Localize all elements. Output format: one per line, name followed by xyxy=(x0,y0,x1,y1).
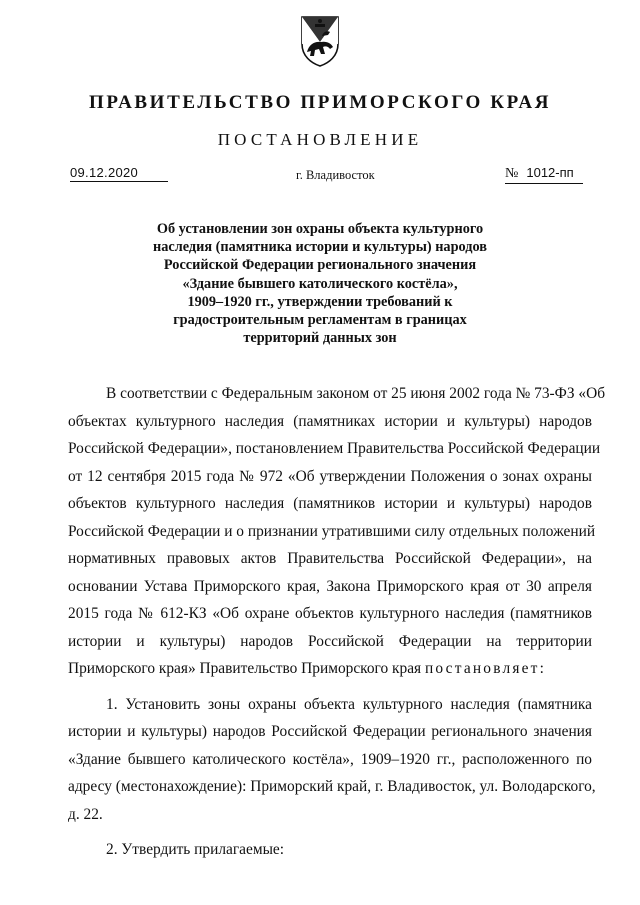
body-line: 2. Утвердить прилагаемые: xyxy=(106,841,285,858)
subject-line: 1909–1920 гг., утверждении требований к xyxy=(187,293,453,310)
subject-line: градостроительным регламентам в границах xyxy=(173,312,467,329)
body-line: от 12 сентября 2015 года № 972 «Об утверждении Положения о зонах охраны xyxy=(68,467,592,485)
body-line: Российской Федерации», постановлением Правительства Российской Федерации xyxy=(68,440,601,457)
body-line: истории и культуры) народов Российской Федерации на территории xyxy=(68,632,592,650)
body-line xyxy=(68,655,592,683)
body-line: 2015 года № 612-КЗ «Об охране объектов культурного наследия (памятников xyxy=(68,605,592,622)
coat-of-arms-icon xyxy=(299,14,341,68)
number-value: 1012-пп xyxy=(526,165,574,180)
body-line: Российской Федерации и о признании утратившими силу отдельных положений xyxy=(68,522,596,540)
body-line: основании Устава Приморского края, Закона Приморского края от 30 апреля xyxy=(68,577,592,595)
number-sign: № xyxy=(505,166,519,181)
subject-line: территорий данных зон xyxy=(243,330,397,347)
body-line: адресу (местонахождение): Приморский край, г. Владивосток, ул. Володарского, xyxy=(68,778,596,795)
document-date: 09.12.2020 xyxy=(70,165,168,182)
body-line: нормативных правовых актов Правительства Российской Федерации», на xyxy=(68,550,592,567)
document-subject xyxy=(130,220,510,347)
subject-line: «Здание бывшего католического костёла», xyxy=(182,275,458,292)
body-line: объектов культурного наследия (памятников истории и культуры) народов xyxy=(68,495,592,512)
body-line: д. 22. xyxy=(68,805,103,823)
body-line: «Здание бывшего католического костёла», 1909–1920 гг., расположенного по xyxy=(68,750,592,768)
body-line: В соответствии с Федеральным законом от 25 июня 2002 года № 73-ФЗ «Об xyxy=(106,385,606,402)
body-line: истории и культуры) народов Российской Федерации регионального значения xyxy=(68,723,592,740)
subject-line: Об установлении зон охраны объекта культурного xyxy=(156,221,484,237)
subject-line: наследия (памятника истории и культуры) народов xyxy=(152,239,488,256)
body-line: объектах культурного наследия (памятниках истории и культуры) народов xyxy=(68,412,592,430)
document-body xyxy=(68,380,606,864)
subject-line: Российской Федерации регионального значения xyxy=(163,257,477,274)
document-number xyxy=(505,165,583,184)
government-title: ПРАВИТЕЛЬСТВО ПРИМОРСКОГО КРАЯ xyxy=(88,92,552,113)
document-city: г. Владивосток xyxy=(296,168,375,182)
body-text: Приморского края» Правительство Приморского края xyxy=(68,660,425,677)
document-type: ПОСТАНОВЛЕНИЕ xyxy=(217,130,423,149)
body-line: 1. Установить зоны охраны объекта культурного наследия (памятника xyxy=(106,695,592,713)
body-text-spaced: постановляет: xyxy=(424,660,547,677)
